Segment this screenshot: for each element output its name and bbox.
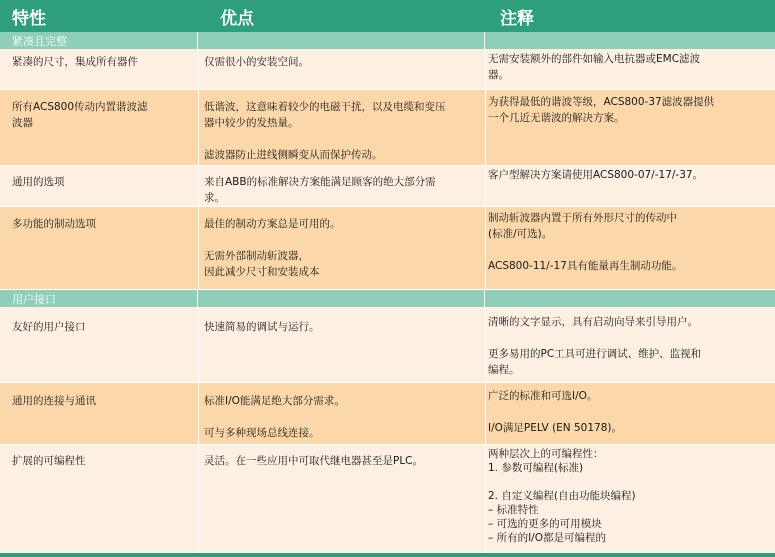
row-benefit: 灵活。在一些应用中可取代继电器甚至是PLC。 [204, 455, 424, 467]
row-note: 客户型解决方案请使用ACS800-07/-17/-37。 [488, 169, 704, 181]
section-title: 用户接口 [12, 293, 56, 306]
table-row [0, 166, 775, 206]
table-row [0, 383, 775, 444]
row-feature: 所有ACS800传动内置谐波滤 波器 [12, 101, 148, 129]
row-feature: 多功能的制动选项 [12, 218, 96, 230]
table-row [0, 90, 775, 165]
row-feature: 友好的用户接口 [12, 321, 86, 333]
section-header-compact [0, 32, 775, 49]
row-feature: 扩展的可编程性 [12, 455, 86, 467]
table-header [0, 0, 775, 32]
row-benefit: 标准I/O能满足绝大部分需求。 可与多种现场总线连接。 [204, 395, 345, 439]
row-benefit: 低谐波，这意味着较少的电磁干扰，以及电缆和变压 器中较少的发热量。 滤波器防止进线侧瞬变从而保护传动。 [204, 101, 446, 161]
header-feature: 特性 [12, 9, 46, 29]
row-benefit: 来自ABB的标准解决方案能满足顾客的绝大部分需 求。 [204, 176, 436, 204]
bottom-bar [0, 553, 775, 557]
row-note: 清晰的文字显示，具有启动向导来引导用户。 更多易用的PC工具可进行调试、维护、监视和 编程。 [488, 316, 702, 376]
row-note: 无需安装额外的部件如输入电抗器或EMC滤波 器。 [488, 53, 701, 81]
header-benefit: 优点 [220, 9, 254, 29]
table-row [0, 207, 775, 289]
row-note: 两种层次上的可编程性： 1. 参数可编程(标准) 2. 自定义编程(自由功能块编程) – 标准特性 – 可选的更多的可用模块 – 所有的I/O都是可编程的 [488, 448, 636, 544]
header-note: 注释 [500, 9, 534, 29]
table-row [0, 445, 775, 553]
row-feature: 紧凑的尺寸，集成所有器件 [12, 56, 138, 68]
row-benefit: 仅需很小的安装空间。 [204, 56, 309, 68]
table-row [0, 49, 775, 89]
row-benefit: 最佳的制动方案总是可用的。 无需外部制动斩波器， 因此减少尺寸和安装成本 [204, 218, 341, 278]
row-feature: 通用的连接与通讯 [12, 395, 96, 407]
section-header-user-interface [0, 290, 775, 307]
table-row [0, 307, 775, 382]
row-note: 制动斩波器内置于所有外形尺寸的传动中 (标准/可选)。 ACS800-11/-17具有能量再生制动功能。 [488, 212, 683, 272]
row-feature: 通用的选项 [12, 176, 65, 188]
row-note: 为获得最低的谐波等级，ACS800-37滤波器提供 一个几近无谐波的解决方案。 [488, 96, 715, 124]
row-note: 广泛的标准和可选I/O。 I/O满足PELV (EN 50178)。 [488, 390, 623, 434]
row-benefit: 快速简易的调试与运行。 [204, 321, 320, 333]
section-title: 紧凑且完整 [12, 35, 67, 48]
